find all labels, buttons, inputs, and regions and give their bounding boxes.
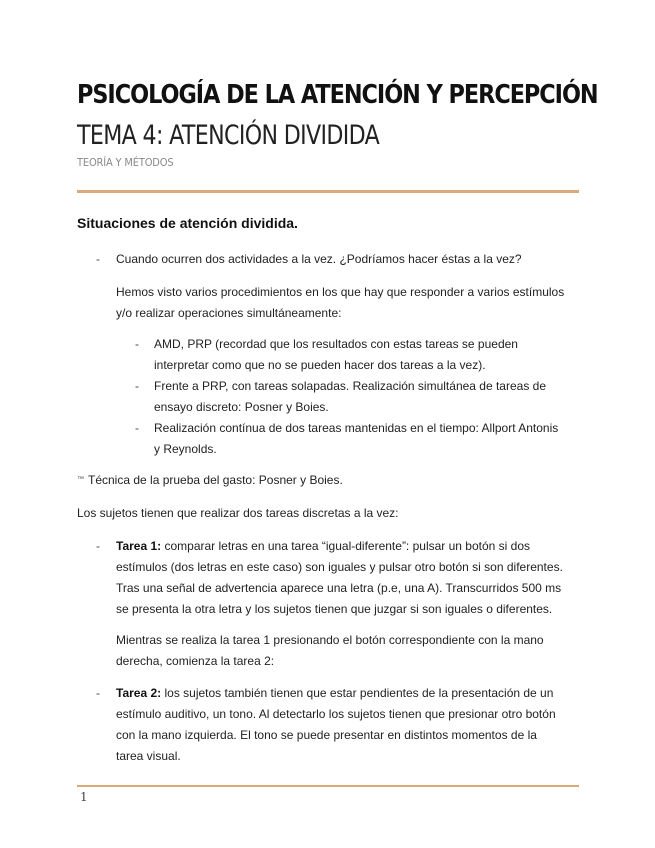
sub-bullet-dash: - <box>135 379 139 393</box>
intro-line: Hemos visto varios procedimientos en los que hay que responder a varios estímulos <box>116 285 565 299</box>
intro-line: y/o realizar operaciones simultáneamente: <box>116 306 342 320</box>
task1-text: comparar letras en una tarea “igual-diferente”: pulsar un botón si dos <box>161 539 531 553</box>
task2-line: tarea visual. <box>116 749 181 763</box>
sub-bullet-text: y Reynolds. <box>154 442 217 456</box>
sub-bullet-dash: - <box>135 337 139 351</box>
task2-line: con la mano izquierda. El tono se puede presentar en distintos momentos de la <box>116 728 537 742</box>
note-marker-icon: ™ <box>77 476 84 483</box>
task1-label: Tarea 1: <box>116 539 162 553</box>
sub-bullet-text: ensayo discreto: Posner y Boies. <box>154 400 329 414</box>
task2-line <box>116 683 553 704</box>
header-divider <box>77 190 579 193</box>
topic-title: TEMA 4: ATENCIÓN DIVIDIDA <box>77 120 380 151</box>
paragraph: Mientras se realiza la tarea 1 presionando el botón correspondiente con la mano <box>116 633 544 647</box>
task1-line: Tras una señal de advertencia aparece una letra (p.e, una A). Transcurridos 500 ms <box>116 581 562 595</box>
task1-line: estímulos (dos letras en este caso) son iguales y pulsar otro botón si son diferentes. <box>116 560 563 574</box>
task1-line <box>116 536 530 557</box>
note-text: Técnica de la prueba del gasto: Posner y Boies. <box>88 473 343 487</box>
subtitle: TEORÍA Y MÉTODOS <box>77 156 174 169</box>
bullet-dash: - <box>96 686 100 700</box>
sub-bullet-dash: - <box>135 421 139 435</box>
section-heading: Situaciones de atención dividida. <box>77 215 298 231</box>
sub-bullet-text: Frente a PRP, con tareas solapadas. Realización simultánea de tareas de <box>154 379 547 393</box>
sub-bullet-text: Realización contínua de dos tareas mantenidas en el tiempo: Allport Antonis <box>154 421 559 435</box>
task2-label: Tarea 2: <box>116 686 162 700</box>
bullet-dash: - <box>96 539 100 553</box>
paragraph: derecha, comienza la tarea 2: <box>116 654 275 668</box>
sub-bullet-text: interpretar como que no se pueden hacer dos tareas a la vez). <box>154 358 486 372</box>
bullet-dash: - <box>96 252 100 266</box>
task2-text: los sujetos también tienen que estar pendientes de la presentación de un <box>161 686 554 700</box>
task2-line: estímulo auditivo, un tono. Al detectarlo los sujetos tienen que presionar otro botón <box>116 707 556 721</box>
task1-line: se presenta la otra letra y los sujetos tienen que juzgar si son iguales o diferentes. <box>116 602 553 616</box>
bullet-text: Cuando ocurren dos actividades a la vez. ¿Podríamos hacer éstas a la vez? <box>116 252 522 266</box>
page-number: 1 <box>80 790 88 804</box>
paragraph: Los sujetos tienen que realizar dos tareas discretas a la vez: <box>77 506 399 520</box>
footer-divider <box>77 785 579 787</box>
course-title: PSICOLOGÍA DE LA ATENCIÓN Y PERCEPCIÓN <box>77 80 598 110</box>
sub-bullet-text: AMD, PRP (recordad que los resultados con estas tareas se pueden <box>154 337 518 351</box>
